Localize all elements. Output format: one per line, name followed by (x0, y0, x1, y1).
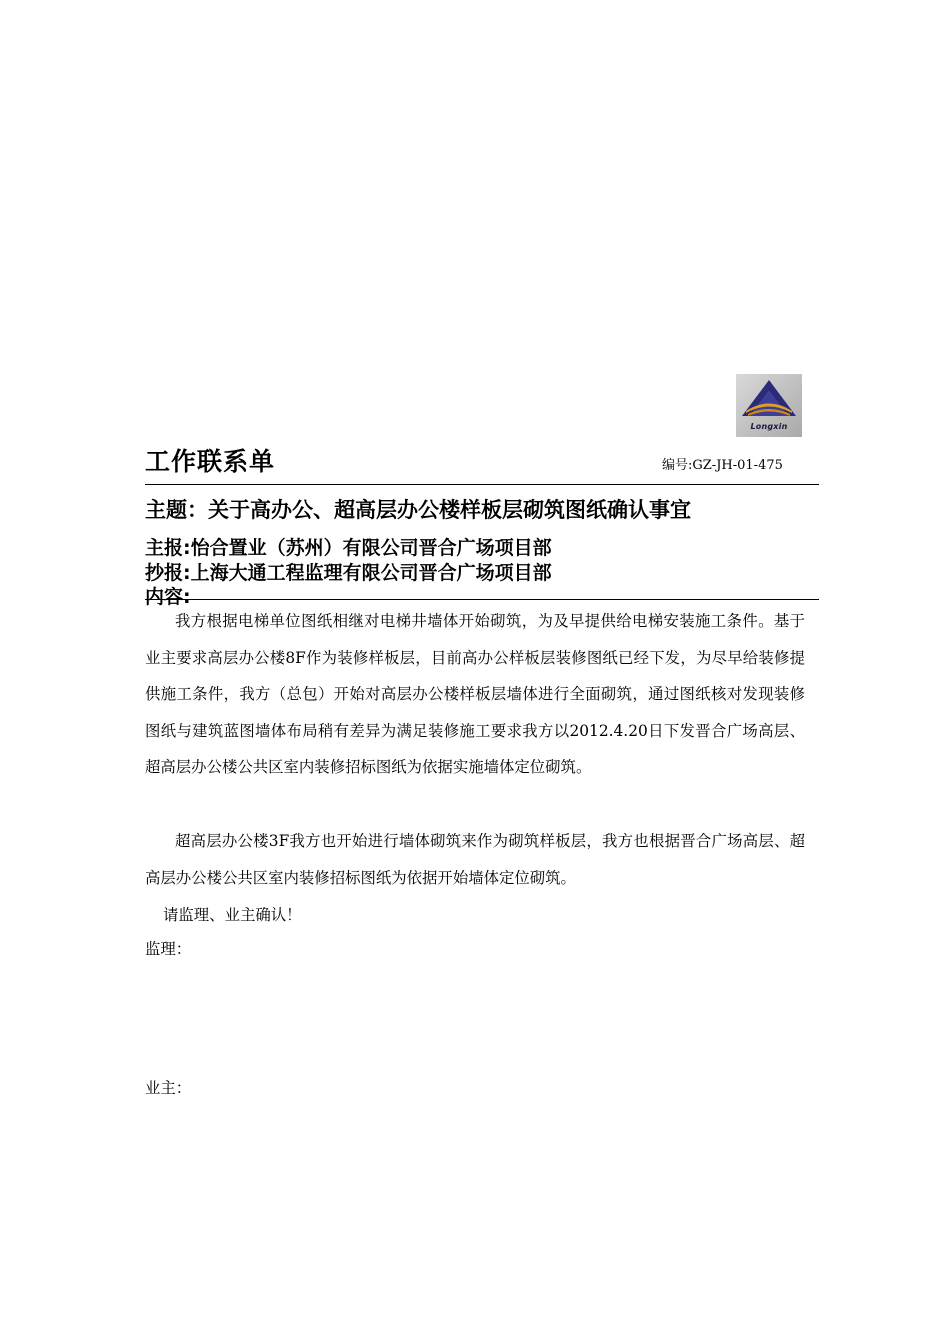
document-number: 编号:GZ-JH-01-475 (662, 458, 783, 473)
logo-text: Longxin (750, 422, 788, 431)
divider-line (145, 599, 819, 600)
body-paragraph: 超高层办公楼3F我方也开始进行墙体砌筑来作为砌筑样板层，我方也根据晋合广场高层、超高层办公楼公共区室内装修招标图纸为依据开始墙体定位砌筑。 (145, 832, 805, 887)
copy-report-line: 抄报:上海大通工程监理有限公司晋合广场项目部 (145, 562, 552, 584)
content-label: 内容: (145, 586, 191, 608)
main-report-line: 主报:怡合置业（苏州）有限公司晋合广场项目部 (145, 537, 552, 559)
owner-signature-label: 业主： (145, 1079, 192, 1097)
supervisor-signature-label: 监理： (145, 940, 192, 958)
divider-line (145, 484, 819, 485)
company-logo (736, 374, 802, 437)
subject-line: 主题：关于高办公、超高层办公楼样板层砌筑图纸确认事宜 (145, 498, 691, 522)
confirmation-request: 请监理、业主确认！ (163, 906, 302, 924)
body-paragraph: 我方根据电梯单位图纸相继对电梯井墙体开始砌筑，为及早提供给电梯安装施工条件。基于业主要求高层办公楼8F作为装修样板层，目前高办公样板层装修图纸已经下发，为尽早给装修提供施工条件，我方（总包）开始对高层办公楼样板层墙体进行全面砌筑，通过图纸核对发现装修图纸与建筑蓝图墙体布局稍有差异为满足装修施工要求我方以2012.4.20日下发晋合广场高层、超高层办公楼公共区室内装修招标图纸为依据实施墙体定位砌筑。 (145, 612, 805, 776)
document-title: 工作联系单 (145, 447, 276, 476)
